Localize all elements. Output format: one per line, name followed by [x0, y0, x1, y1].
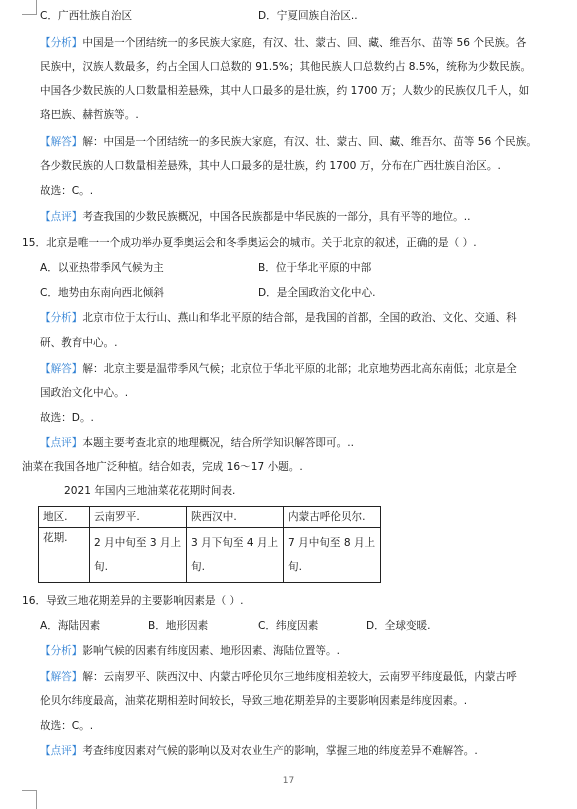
- q14-answer-line-2: 各少数民族的人口数量相差悬殊，其中人口最多的是壮族，约 1700 万，分布在广西壮族自治区。.: [40, 160, 501, 172]
- table-cell: 地区.: [39, 507, 90, 528]
- q16-option-d: D．全球变暖.: [366, 620, 431, 632]
- q14-option-c: C．广西壮族自治区: [40, 10, 133, 22]
- q14-answer-line-1: 【解答】解：中国是一个团结统一的多民族大家庭，有汉、壮、蒙古、回、藏、维吾尔、苗等 56 个民族。: [40, 136, 537, 148]
- q15-answer-line-2: 国政治文化中心。.: [40, 387, 129, 399]
- answer-tag: 【解答】: [40, 136, 83, 148]
- analysis-tag: 【分析】: [40, 37, 83, 49]
- q14-comment: 【点评】考查我国的少数民族概况，中国各民族都是中华民族的一部分，具有平等的地位。..: [40, 211, 471, 223]
- answer-tag: 【解答】: [40, 671, 83, 683]
- page-number: 17: [282, 776, 295, 786]
- analysis-tag: 【分析】: [40, 645, 83, 657]
- table-cell: 花期.: [39, 528, 90, 583]
- section-intro: 油菜在我国各地广泛种植。结合如表，完成 16～17 小题。.: [22, 461, 303, 473]
- comment-tag: 【点评】: [40, 745, 83, 757]
- analysis-tag: 【分析】: [40, 312, 83, 324]
- q15-analysis-line-1: 【分析】北京市位于太行山、燕山和华北平原的结合部，是我国的首都，全国的政治、文化、交通、科: [40, 312, 517, 324]
- comment-tag: 【点评】: [40, 211, 83, 223]
- q14-option-d: D．宁夏回族自治区..: [258, 10, 358, 22]
- answer-tag: 【解答】: [40, 363, 83, 375]
- q15-option-d: D．是全国政治文化中心.: [258, 287, 376, 299]
- q15-analysis-line-2: 研、教育中心。.: [40, 337, 118, 349]
- q14-analysis-line-2: 民族中，汉族人数最多，约占全国人口总数的 91.5%；其他民族人口总数约占 8.5%，统称为少数民族。: [40, 61, 532, 73]
- q15-answer-line-1: 【解答】解：北京主要是温带季风气候；北京位于华北平原的北部；北京地势西北高东南低；北京是全: [40, 363, 517, 375]
- table-cell: 2 月中旬至 3 月上旬.: [90, 528, 187, 583]
- q14-answer-choice: 故选：C。.: [40, 185, 94, 197]
- table-cell: 3 月下旬至 4 月上旬.: [187, 528, 284, 583]
- q16-option-c: C．纬度因素: [258, 620, 319, 632]
- q16-answer-line-2: 伦贝尔纬度最高，油菜花期相差时间较长，导致三地花期差异的主要影响因素是纬度因素。.: [40, 695, 468, 707]
- q16-answer-line-1: 【解答】解：云南罗平、陕西汉中、内蒙古呼伦贝尔三地纬度相差较大，云南罗平纬度最低，内蒙古呼: [40, 671, 517, 683]
- table-cell: 7 月中旬至 8 月上旬.: [284, 528, 381, 583]
- table-header-row: [39, 507, 381, 528]
- comment-tag: 【点评】: [40, 437, 83, 449]
- q16-option-a: A．海陆因素: [40, 620, 101, 632]
- q16-option-b: B．地形因素: [148, 620, 209, 632]
- table-cell: 云南罗平.: [90, 507, 187, 528]
- q15-option-a: A．以亚热带季风气候为主: [40, 262, 164, 274]
- q16-comment: 【点评】考查纬度因素对气候的影响以及对农业生产的影响，掌握三地的纬度差异不难解答。.: [40, 745, 478, 757]
- q16-stem: 16．导致三地花期差异的主要影响因素是（ ）.: [22, 595, 244, 607]
- table-cell: 内蒙古呼伦贝尔.: [284, 507, 381, 528]
- q15-answer-choice: 故选：D。.: [40, 412, 94, 424]
- q15-option-c: C．地势由东南向西北倾斜: [40, 287, 164, 299]
- flower-table: [38, 506, 381, 583]
- table-cell: 陕西汉中.: [187, 507, 284, 528]
- table-caption: 2021 年国内三地油菜花花期时间表.: [64, 485, 236, 497]
- q15-option-b: B．位于华北平原的中部: [258, 262, 372, 274]
- q14-analysis-line-1: 【分析】中国是一个团结统一的多民族大家庭，有汉、壮、蒙古、回、藏、维吾尔、苗等 56 个民族。各: [40, 37, 527, 49]
- q15-stem: 15．北京是唯一一个成功举办夏季奥运会和冬季奥运会的城市。关于北京的叙述，正确的是（ ）.: [22, 237, 477, 249]
- page-corner-bottom: [22, 790, 37, 809]
- table-row: [39, 528, 381, 583]
- q16-answer-choice: 故选：C。.: [40, 720, 94, 732]
- q14-analysis-line-3: 中国各少数民族的人口数量相差悬殊，其中人口最多的是壮族，约 1700 万；人数少的民族仅几千人，如: [40, 85, 530, 97]
- q15-comment: 【点评】本题主要考查北京的地理概况，结合所学知识解答即可。..: [40, 437, 354, 449]
- q14-analysis-line-4: 珞巴族、赫哲族等。.: [40, 109, 139, 121]
- page-corner-top: [22, 0, 37, 15]
- q16-analysis: 【分析】影响气候的因素有纬度因素、地形因素、海陆位置等。.: [40, 645, 340, 657]
